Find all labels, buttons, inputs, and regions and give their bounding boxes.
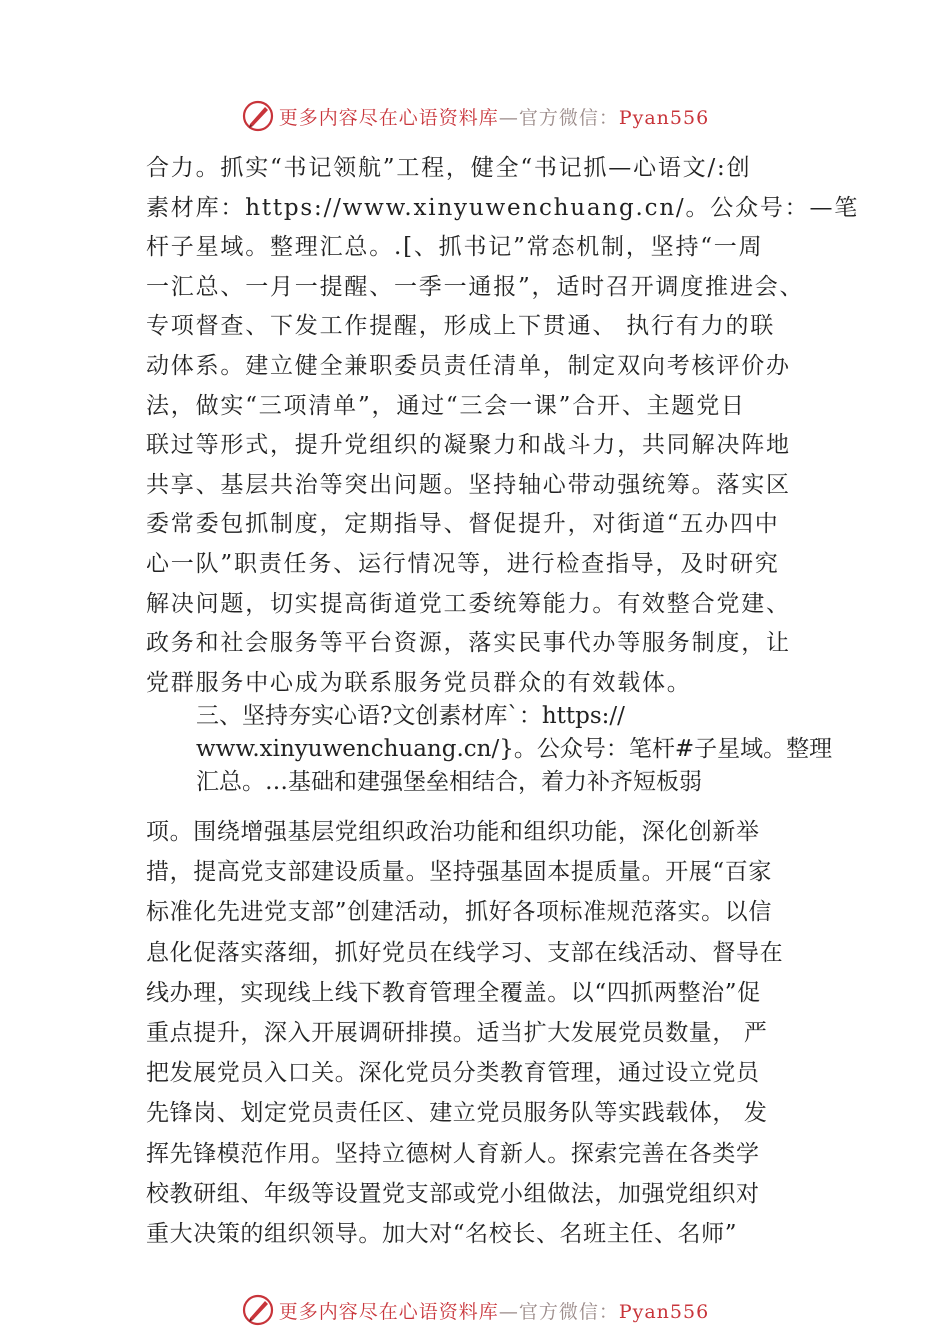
text-line: 一汇总、一月一提醒、一季一通报”，适时召开调度推进会、 [146,273,805,300]
text-line: 素材库：https://www.xinyuwenchuang.cn/。公众号：—笔 [146,194,860,221]
text-line: www.xinyuwenchuang.cn/}。公众号：笔杆#子星域。整理 [196,736,833,762]
text-line: 校教研组、年级等设置党支部或党小组做法，加强党组织对 [146,1180,760,1207]
section-heading-paragraph [196,700,836,799]
banner-separator: — [498,1300,519,1323]
text-line: 解决问题，切实提高街道党工委统筹能力。有效整合党建、 [146,590,791,617]
text-line: 重点提升，深入开展调研排摸。适当扩大发展党员数量， 严 [146,1019,768,1046]
text-line: 标准化先进党支部”创建活动，抓好各项标准规范落实。以信 [146,899,772,926]
banner-title: 更多内容尽在心语资料库 [278,106,499,129]
banner-wechat-label: 官方微信： [518,106,619,129]
paragraph-3 [146,812,826,1254]
text-line: 委常委包抓制度，定期指导、督促提升，对街道“五办四中 [146,511,780,538]
banner-separator: — [498,106,519,129]
text-line: 措，提高党支部建设质量。坚持强基固本提质量。开展“百家 [146,859,772,886]
text-line: 线办理，实现线上线下教育管理全覆盖。以“四抓两整治”促 [146,979,761,1006]
paragraph-1 [146,149,860,703]
banner-title: 更多内容尽在心语资料库 [278,1300,499,1323]
text-line: 息化促落实落细，抓好党员在线学习、支部在线活动、督导在 [146,939,784,966]
text-line: 先锋岗、划定党员责任区、建立党员服务队等实践载体， 发 [146,1100,768,1127]
footer-banner [0,1290,950,1330]
banner-wechat-id: Pyan556 [618,106,710,129]
banner-text [279,103,709,130]
text-line: 党群服务中心成为联系服务党员群众的有效载体。 [146,669,692,696]
banner-wechat-id: Pyan556 [618,1300,710,1323]
text-line: 杆子星域。整理汇总。.[、抓书记”常态机制，坚持“一周 [146,234,764,261]
text-line: 专项督查、下发工作提醒，形成上下贯通、 执行有力的联 [146,313,776,340]
text-line: 重大决策的组织领导。加大对“名校长、名班主任、名师” [146,1220,738,1247]
text-line: 项。围绕增强基层党组织政治功能和组织功能，深化创新举 [146,819,760,845]
text-line: 合力。抓实“书记领航”工程，健全“书记抓—心语文/:创 [146,155,752,181]
text-line: 汇总。…基础和建强堡垒相结合，着力补齐短板弱 [196,769,702,795]
text-line: 三、坚持夯实心语?文创素材库`：https:// [196,703,625,729]
header-banner [0,96,950,136]
text-line: 共享、基层共治等突出问题。坚持轴心带动强统筹。落实区 [146,471,791,498]
banner-text [279,1297,709,1324]
text-line: 挥先锋模范作用。坚持立德树人育新人。探索完善在各类学 [146,1140,760,1167]
text-line: 动体系。建立健全兼职委员责任清单，制定双向考核评价办 [146,352,791,379]
text-line: 政务和社会服务等平台资源，落实民事代办等服务制度，让 [146,630,791,657]
text-line: 法，做实“三项清单”，通过“三会一课”合开、主题党日 [146,392,746,419]
text-line: 心一队”职责任务、运行情况等，进行检查指导，及时研究 [146,550,780,577]
text-line: 把发展党员入口关。深化党员分类教育管理，通过设立党员 [146,1060,760,1087]
text-line: 联过等形式，提升党组织的凝聚力和战斗力，共同解决阵地 [146,432,791,459]
banner-wechat-label: 官方微信： [518,1300,619,1323]
pen-logo-icon [241,1293,275,1327]
pen-logo-icon [241,99,275,133]
